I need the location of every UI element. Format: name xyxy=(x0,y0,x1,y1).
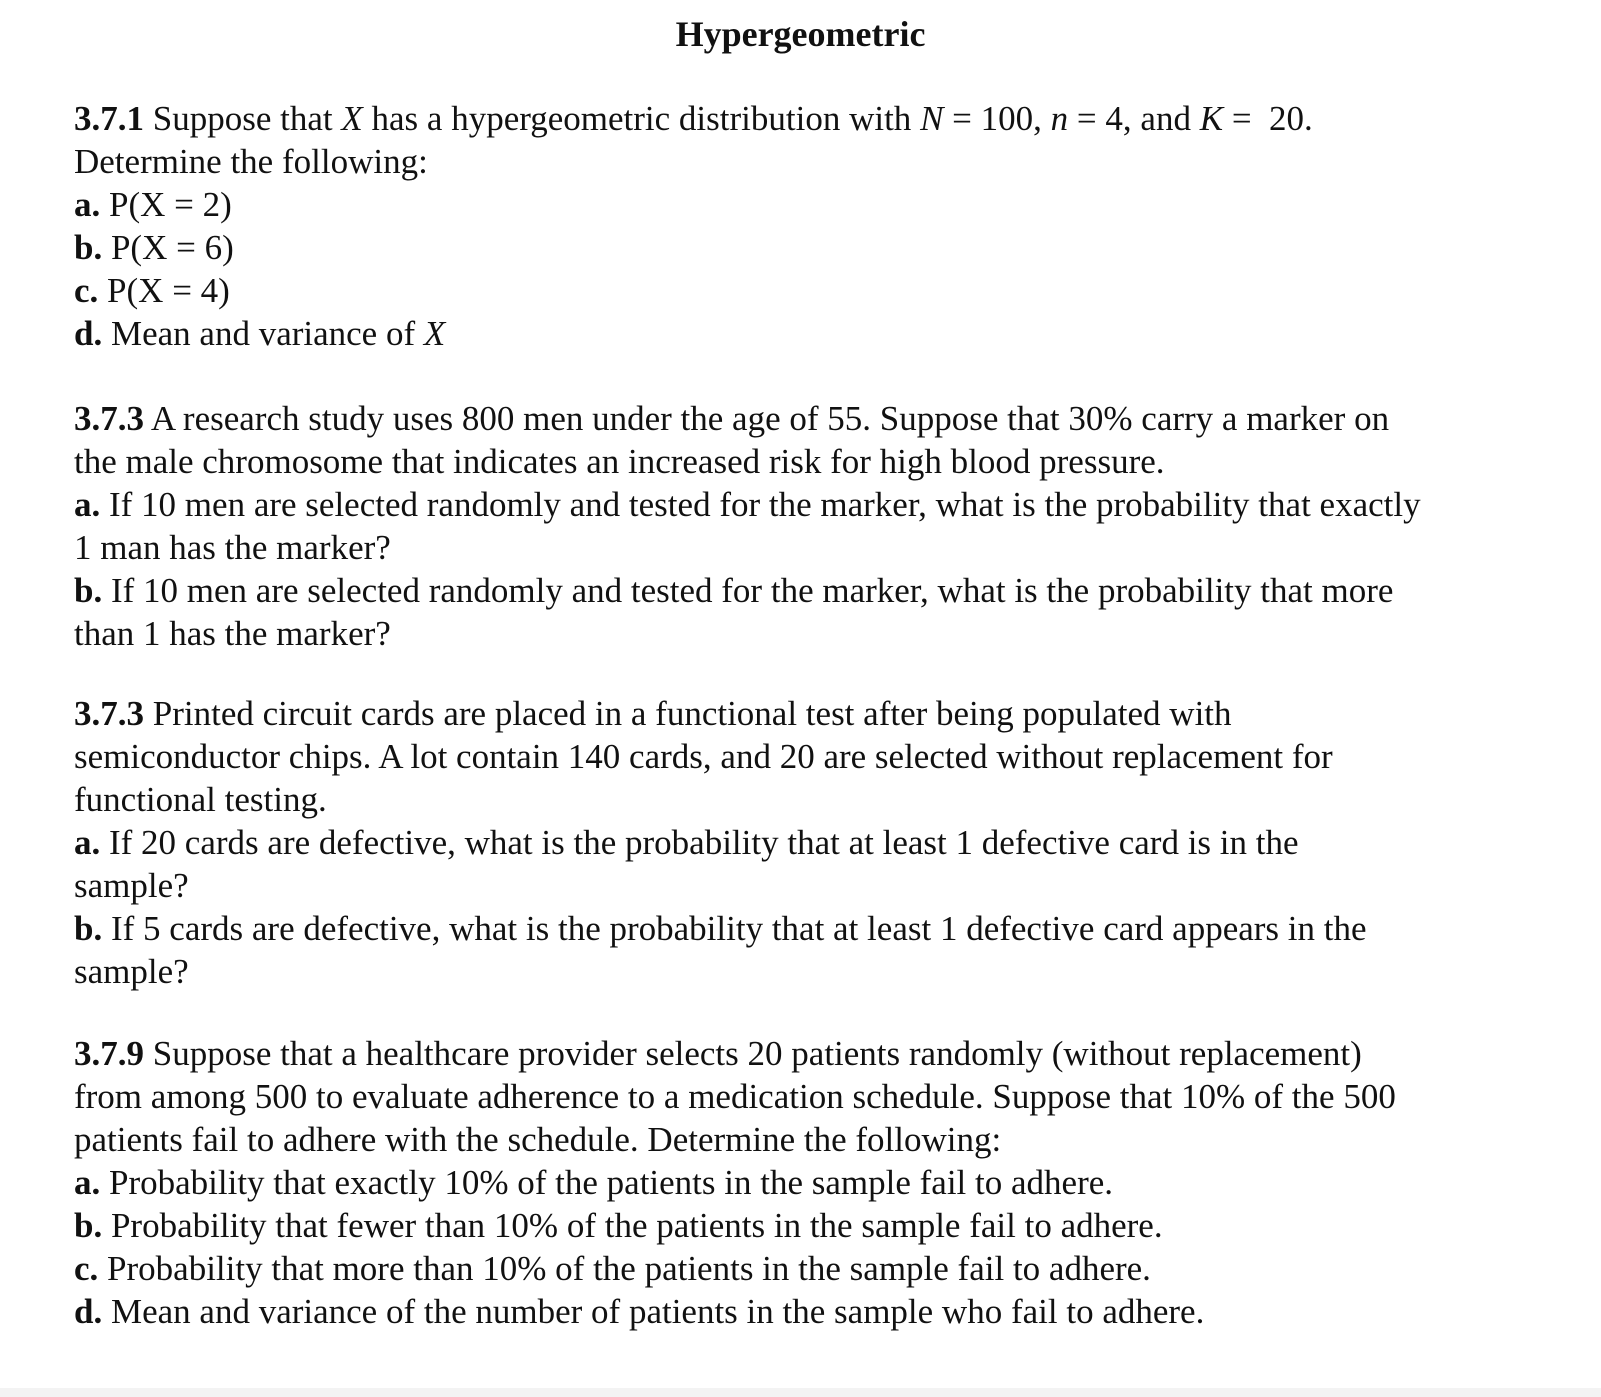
part-text: P(X = 2) xyxy=(100,185,232,224)
part-c xyxy=(74,269,1584,312)
part-text: Probability that exactly 10% of the patients in the sample fail to adhere. xyxy=(100,1163,1114,1202)
part-b xyxy=(74,907,1584,950)
problem-text: Suppose that xyxy=(144,99,342,138)
problem-3-7-3-research xyxy=(74,397,1584,655)
problem-text: Printed circuit cards are placed in a functional test after being populated with xyxy=(144,694,1232,733)
problem-3-7-1 xyxy=(74,97,1584,355)
part-text: P(X = 6) xyxy=(102,228,234,267)
part-label: b. xyxy=(74,909,103,948)
problem-text: Suppose that a healthcare provider selects 20 patients randomly (without replacement) xyxy=(144,1034,1362,1073)
part-a xyxy=(74,821,1584,864)
problem-number: 3.7.9 xyxy=(74,1034,144,1073)
parameter-value: = 4, and xyxy=(1068,99,1200,138)
part-label: b. xyxy=(74,228,103,267)
part-label: b. xyxy=(74,571,103,610)
problem-text: has a hypergeometric distribution with xyxy=(362,99,921,138)
part-text-continued: 1 man has the marker? xyxy=(74,528,391,567)
problem-line: semiconductor chips. A lot contain 140 cards, and 20 are selected without replacement for xyxy=(74,737,1333,776)
part-d xyxy=(74,1290,1584,1333)
part-label: d. xyxy=(74,1292,103,1331)
part-b xyxy=(74,569,1584,612)
part-text: If 20 cards are defective, what is the probability that at least 1 defective card is in the xyxy=(100,823,1299,862)
parameter-value: = 100, xyxy=(943,99,1051,138)
problem-line xyxy=(74,97,1584,140)
part-label: a. xyxy=(74,1163,101,1202)
problem-3-7-9 xyxy=(74,1032,1584,1333)
problem-line: Determine the following: xyxy=(74,142,428,181)
part-text-continued: sample? xyxy=(74,952,189,991)
part-label: b. xyxy=(74,1206,103,1245)
parameter-value: = 20. xyxy=(1223,99,1313,138)
part-text: Probability that more than 10% of the patients in the sample fail to adhere. xyxy=(98,1249,1151,1288)
part-a xyxy=(74,483,1584,526)
problem-line xyxy=(74,1032,1584,1075)
problem-number: 3.7.1 xyxy=(74,99,144,138)
problem-line: from among 500 to evaluate adherence to a medication schedule. Suppose that 10% of the 500 xyxy=(74,1077,1396,1116)
part-text: Probability that fewer than 10% of the patients in the sample fail to adhere. xyxy=(102,1206,1163,1245)
problem-line: the male chromosome that indicates an increased risk for high blood pressure. xyxy=(74,442,1165,481)
page-title: Hypergeometric xyxy=(675,14,926,54)
problem-line: patients fail to adhere with the schedule. Determine the following: xyxy=(74,1120,1002,1159)
part-text: Mean and variance of xyxy=(102,314,424,353)
part-label: a. xyxy=(74,185,101,224)
page-bottom-edge xyxy=(0,1388,1601,1397)
problem-text: A research study uses 800 men under the age of 55. Suppose that 30% carry a marker on xyxy=(144,399,1390,438)
part-text: Mean and variance of the number of patients in the sample who fail to adhere. xyxy=(102,1292,1205,1331)
variable-n-sample: n xyxy=(1050,99,1069,138)
part-label: c. xyxy=(74,1249,99,1288)
problem-line xyxy=(74,397,1584,440)
variable-k: K xyxy=(1199,99,1224,138)
part-label: c. xyxy=(74,271,99,310)
part-text: P(X = 4) xyxy=(98,271,230,310)
part-text-continued: sample? xyxy=(74,866,189,905)
part-text-continued: than 1 has the marker? xyxy=(74,614,391,653)
part-label: a. xyxy=(74,823,101,862)
part-a xyxy=(74,183,1584,226)
variable-n-population: N xyxy=(920,99,944,138)
part-a xyxy=(74,1161,1584,1204)
part-text: If 10 men are selected randomly and tested for the marker, what is the probability that exactly xyxy=(100,485,1421,524)
problem-number: 3.7.3 xyxy=(74,694,144,733)
part-text: If 10 men are selected randomly and tested for the marker, what is the probability that more xyxy=(102,571,1394,610)
part-c xyxy=(74,1247,1584,1290)
part-label: a. xyxy=(74,485,101,524)
problem-3-7-3-circuit-cards xyxy=(74,692,1584,993)
problem-number: 3.7.3 xyxy=(74,399,144,438)
part-b xyxy=(74,1204,1584,1247)
part-text: If 5 cards are defective, what is the probability that at least 1 defective card appears in the xyxy=(102,909,1367,948)
part-b xyxy=(74,226,1584,269)
part-d xyxy=(74,312,1584,355)
part-label: d. xyxy=(74,314,103,353)
variable-x: X xyxy=(423,314,446,353)
problem-line: functional testing. xyxy=(74,780,327,819)
variable-x: X xyxy=(341,99,363,138)
problem-line xyxy=(74,692,1584,735)
